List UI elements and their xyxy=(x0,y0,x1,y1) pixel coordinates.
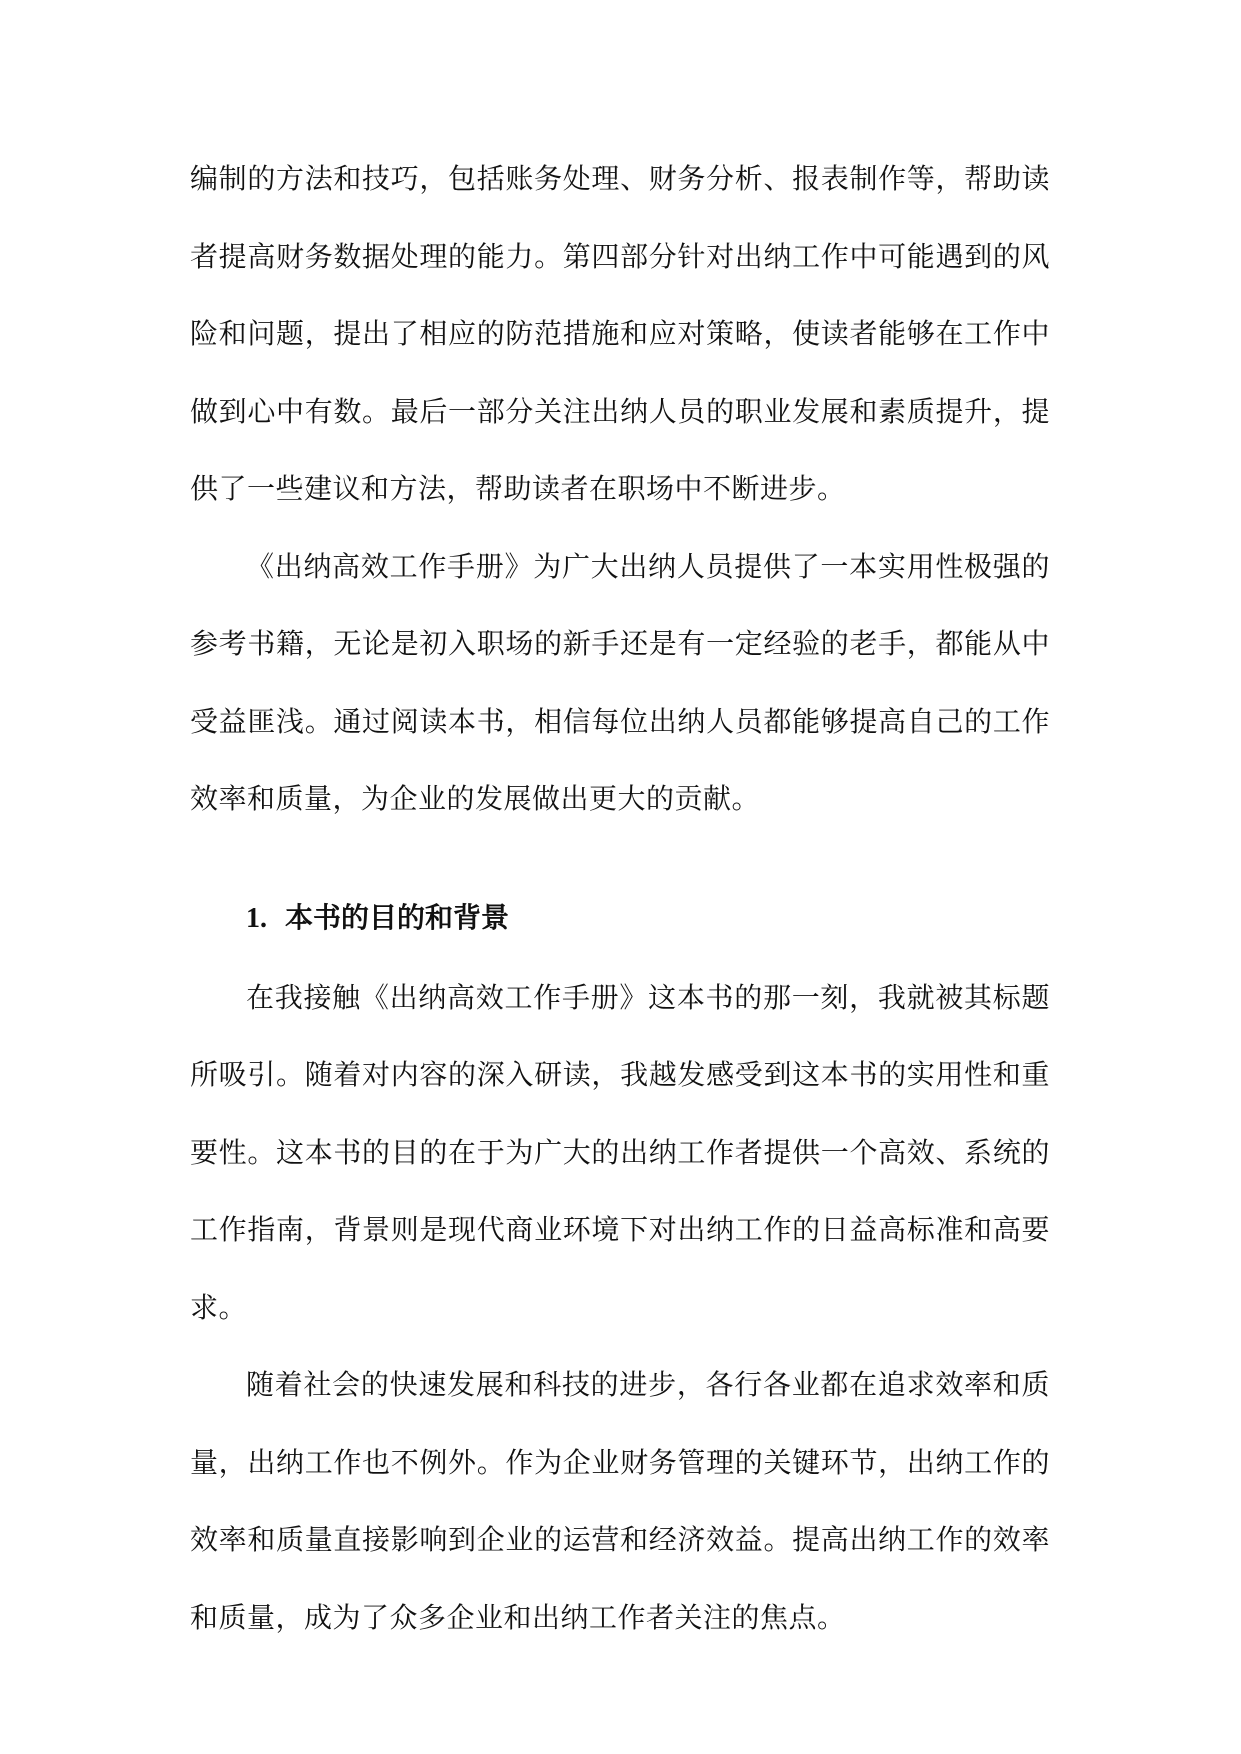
section-heading xyxy=(190,888,1050,949)
paragraph-purpose: 在我接触《出纳高效工作手册》这本书的那一刻，我就被其标题所吸引。随着对内容的深入研读，我越发感受到这本书的实用性和重要性。这本书的目的在于为广大的出纳工作者提供一个高效、系统的工作指南，背景则是现代商业环境下对出纳工作的日益高标准和高要求。 xyxy=(190,980,1050,1324)
section-title: 本书的目的和背景 xyxy=(285,900,510,934)
paragraph-continued: 编制的方法和技巧，包括账务处理、财务分析、报表制作等，帮助读者提高财务数据处理的能力。第四部分针对出纳工作中可能遇到的风险和问题，提出了相应的防范措施和应对策略，使读者能够在工作中做到心中有数。最后一部分关注出纳人员的职业发展和素质提升，提供了一些建议和方法，帮助读者在职场中不断进步。 xyxy=(190,162,1050,505)
paragraph-summary: 《出纳高效工作手册》为广大出纳人员提供了一本实用性极强的参考书籍，无论是初入职场的新手还是有一定经验的老手，都能从中受益匪浅。通过阅读本书，相信每位出纳人员都能够提高自己的工作效率和质量，为企业的发展做出更大的贡献。 xyxy=(190,549,1050,815)
document-page xyxy=(190,140,1050,1656)
section-number: 1. xyxy=(246,902,267,934)
paragraph-background: 随着社会的快速发展和科技的进步，各行各业都在追求效率和质量，出纳工作也不例外。作为企业财务管理的关键环节，出纳工作的效率和质量直接影响到企业的运营和经济效益。提高出纳工作的效率和质量，成为了众多企业和出纳工作者关注的焦点。 xyxy=(190,1368,1050,1634)
